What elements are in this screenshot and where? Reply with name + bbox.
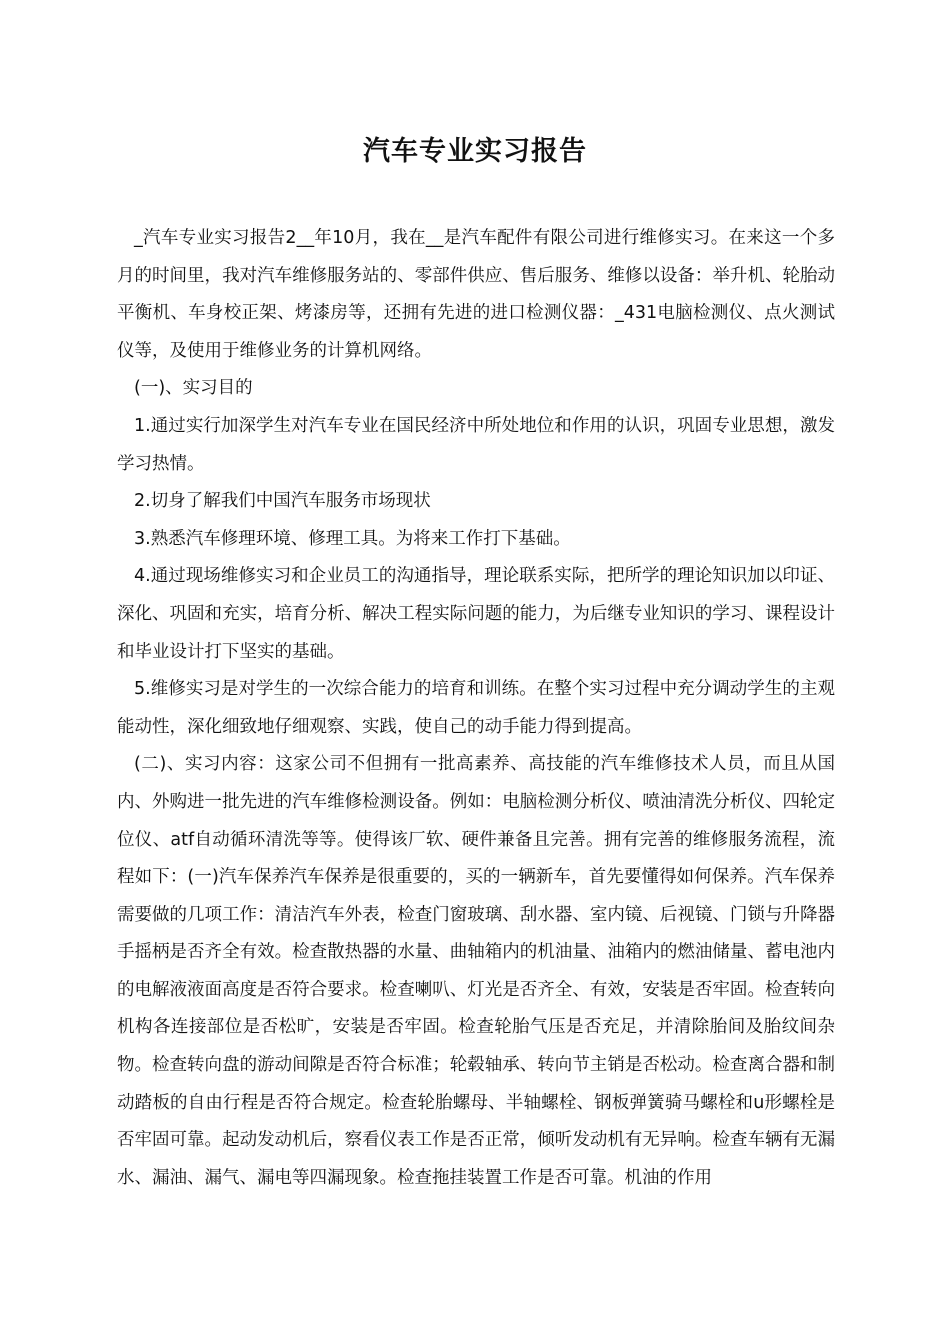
purpose-item-2: 2.切身了解我们中国汽车服务市场现状 [134,491,431,512]
content-paragraph: (二)、实习内容：这家公司不但拥有一批高素养、高技能的汽车维修技术人员，而且从国内、外购进一批先进的汽车维修检测设备。例如：电脑检测分析仪、喷油清洗分析仪、四轮定位仪、atf自动循环清洗等等。使得该厂软、硬件兼备且完善。拥有完善的维修服务流程，流程如下：(一)汽车保养汽车保养是很重要的，买的一辆新车，首先要懂得如何保养。汽车保养需要做的几项工作：清洁汽车外表，检查门窗玻璃、刮水器、室内镜、后视镜、门锁与升降器手摇柄是否齐全有效。检查散热器的水量、曲轴箱内的机油量、油箱内的燃油储量、蓄电池内的电解液液面高度是否符合要求。检查喇叭、灯光是否齐全、有效，安装是否牢固。检查转向机构各连接部位是否松旷，安装是否牢固。检查轮胎气压是否充足，并清除胎间及胎纹间杂物。检查转向盘的游动间隙是否符合标准；轮毂轴承、转向节主销是否松动。检查离合器和制动踏板的自由行程是否符合规定。检查轮胎螺母、半轴螺栓、钢板弹簧骑马螺栓和u形螺栓是否牢固可靠。起动发动机后，察看仪表工作是否正常，倾听发动机有无异响。检查车辆有无漏水、漏油、漏气、漏电等四漏现象。检查拖挂装置工作是否可靠。机油的作用 [117,754,835,1188]
purpose-item-5: 5.维修实习是对学生的一次综合能力的培育和训练。在整个实习过程中充分调动学生的主观能动性，深化细致地仔细观察、实践，使自己的动手能力得到提高。 [117,679,835,737]
document-body [117,220,835,1197]
purpose-item-1: 1.通过实行加深学生对汽车专业在国民经济中所处地位和作用的认识，巩固专业思想，激发学习热情。 [117,415,835,474]
document-title: 汽车专业实习报告 [363,136,587,167]
purpose-item-4: 4.通过现场维修实习和企业员工的沟通指导，理论联系实际，把所学的理论知识加以印证、深化、巩固和充实，培育分析、解决工程实际问题的能力，为后继专业知识的学习、课程设计和毕业设计打下坚实的基础。 [117,566,835,662]
intro-paragraph: _汽车专业实习报告2__年10月，我在__是汽车配件有限公司进行维修实习。在来这一个多月的时间里，我对汽车维修服务站的、零部件供应、售后服务、维修以设备：举升机、轮胎动平衡机、车身校正架、烤漆房等，还拥有先进的进口检测仪器：_431电脑检测仪、点火测试仪等，及使用于维修业务的计算机网络。 [117,228,835,361]
section-heading-purpose: (一)、实习目的 [134,378,253,399]
purpose-item-3: 3.熟悉汽车修理环境、修理工具。为将来工作打下基础。 [134,528,571,549]
